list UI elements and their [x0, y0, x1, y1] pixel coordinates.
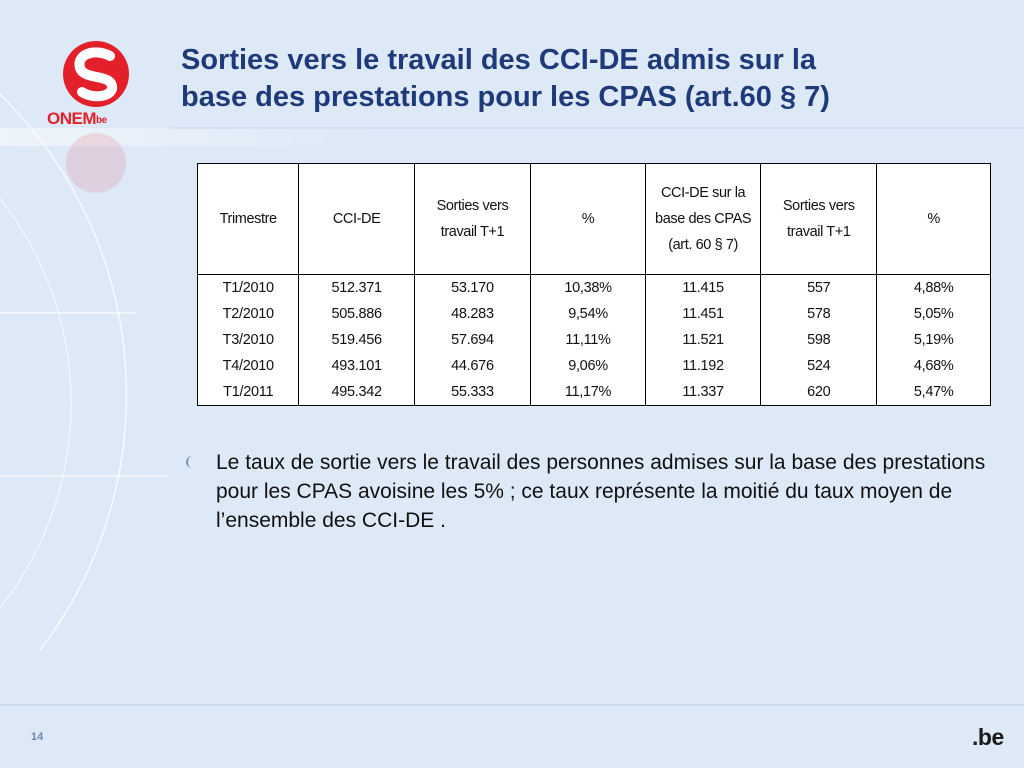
table-cell: 53.170: [414, 275, 530, 302]
table-cell: 5,19%: [877, 327, 991, 353]
table-cell: 598: [761, 327, 877, 353]
header-cci-de: CCI-DE: [299, 164, 414, 275]
table-row: [198, 379, 991, 406]
table-cell: 5,05%: [877, 301, 991, 327]
table-cell: 495.342: [299, 379, 414, 406]
table-cell: 493.101: [299, 353, 414, 379]
table-cell: 11.451: [645, 301, 760, 327]
header-sorties-2: Sorties vers travail T+1: [761, 164, 877, 275]
table-cell: 505.886: [299, 301, 414, 327]
table-cell: 55.333: [414, 379, 530, 406]
table-row: [198, 301, 991, 327]
table-cell: 524: [761, 353, 877, 379]
header-cci-de-cpas: CCI-DE sur la base des CPAS (art. 60 § 7): [645, 164, 760, 275]
bullet-text: Le taux de sortie vers le travail des personnes admises sur la base des prestations pour les CPAS avoisine les 5% ; ce taux représente la moitié du taux moyen de l’ensemble des CCI-DE .: [216, 451, 986, 532]
table-header-row: [198, 164, 991, 275]
table-cell: 11.192: [645, 353, 760, 379]
onem-logo-text: ONEMbe: [47, 109, 107, 128]
table-cell: 620: [761, 379, 877, 406]
table-cell: 5,47%: [877, 379, 991, 406]
table-cell: 11.521: [645, 327, 760, 353]
data-table: [197, 163, 991, 406]
header-trimestre: Trimestre: [198, 164, 299, 275]
table-cell: 9,06%: [531, 353, 646, 379]
table-cell: 11,17%: [531, 379, 646, 406]
slide-title: [181, 42, 981, 116]
be-logo: .be: [972, 724, 1004, 750]
table-cell: 4,68%: [877, 353, 991, 379]
header-sorties-1: Sorties vers travail T+1: [414, 164, 530, 275]
table-row: [198, 327, 991, 353]
table-cell: 10,38%: [531, 275, 646, 302]
table-cell: 11.337: [645, 379, 760, 406]
title-line-2: base des prestations pour les CPAS (art.60 § 7): [181, 81, 830, 113]
table-cell: T4/2010: [198, 353, 299, 379]
table-cell: 578: [761, 301, 877, 327]
table-cell: 11.415: [645, 275, 760, 302]
bullet-icon: [184, 455, 196, 469]
table-cell: T2/2010: [198, 301, 299, 327]
table-row: [198, 275, 991, 302]
table-cell: 519.456: [299, 327, 414, 353]
table-cell: 557: [761, 275, 877, 302]
table-cell: T1/2011: [198, 379, 299, 406]
table-cell: 57.694: [414, 327, 530, 353]
table-cell: 9,54%: [531, 301, 646, 327]
table-cell: T1/2010: [198, 275, 299, 302]
table-cell: 11,11%: [531, 327, 646, 353]
page-number: 14: [31, 731, 44, 743]
table-row: [198, 353, 991, 379]
title-line-1: Sorties vers le travail des CCI-DE admis sur la: [181, 44, 817, 76]
header-percent-1: %: [531, 164, 646, 275]
table-cell: 48.283: [414, 301, 530, 327]
header-percent-2: %: [877, 164, 991, 275]
table-cell: 512.371: [299, 275, 414, 302]
table-cell: 4,88%: [877, 275, 991, 302]
table-cell: 44.676: [414, 353, 530, 379]
table-cell: T3/2010: [198, 327, 299, 353]
